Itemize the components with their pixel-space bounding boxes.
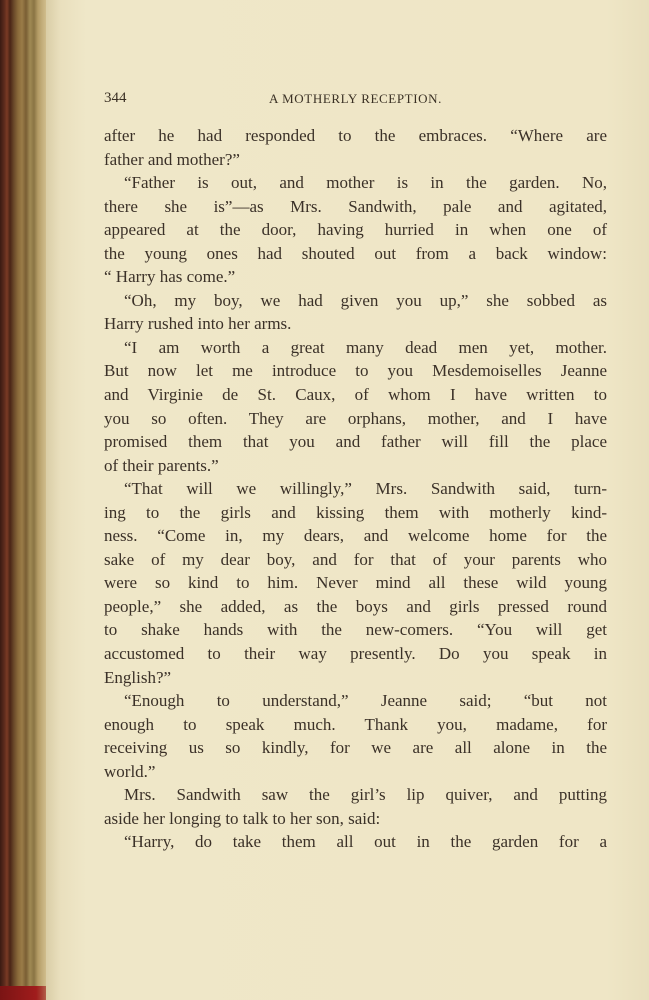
text-line: the young ones had shouted out from a back window: xyxy=(104,243,607,263)
running-head: A MOTHERLY RECEPTION. xyxy=(269,91,442,106)
text-line: world.” xyxy=(104,761,156,781)
page-header xyxy=(104,90,607,112)
text-line: appeared at the door, having hurried in when one of xyxy=(104,220,607,240)
text-line: you so often. They are orphans, mother, and I have xyxy=(104,408,607,428)
text-line: “I am worth a great many dead men yet, mother. xyxy=(124,337,607,357)
text-line: ing to the girls and kissing them with motherly kind- xyxy=(104,502,607,522)
text-line: “Father is out, and mother is in the garden. No, xyxy=(124,173,607,193)
page-number: 344 xyxy=(104,90,127,106)
text-line: were so kind to him. Never mind all these wild young xyxy=(104,573,607,593)
text-line: “Harry, do take them all out in the garden for a xyxy=(124,832,607,852)
text-line: But now let me introduce to you Mesdemoiselles Jeanne xyxy=(104,361,607,381)
text-line: aside her longing to talk to her son, said: xyxy=(104,808,381,828)
text-line: “Enough to understand,” Jeanne said; “but not xyxy=(124,691,607,711)
text-line: of their parents.” xyxy=(104,455,219,475)
book-spine-edge xyxy=(0,0,46,1000)
text-line: accustomed to their way presently. Do you speak in xyxy=(104,644,607,664)
text-line: ness. “Come in, my dears, and welcome home for the xyxy=(104,526,607,546)
text-line: people,” she added, as the boys and girls pressed round xyxy=(104,596,607,616)
text-line: “Oh, my boy, we had given you up,” she sobbed as xyxy=(124,290,607,310)
text-line: there she is”—as Mrs. Sandwith, pale and agitated, xyxy=(104,196,607,216)
text-line: “ Harry has come.” xyxy=(104,267,236,287)
body-text xyxy=(104,124,607,854)
text-line: sake of my dear boy, and for that of your parents who xyxy=(104,549,607,569)
text-line: Mrs. Sandwith saw the girl’s lip quiver, and putting xyxy=(124,785,607,805)
text-line: English?” xyxy=(104,667,172,687)
text-line: father and mother?” xyxy=(104,149,240,169)
text-line: “That will we willingly,” Mrs. Sandwith said, turn- xyxy=(124,479,607,499)
text-line: receiving us so kindly, for we are all alone in the xyxy=(104,738,607,758)
text-line: to shake hands with the new-comers. “You will get xyxy=(104,620,607,640)
text-line: promised them that you and father will fill the place xyxy=(104,432,607,452)
text-line: Harry rushed into her arms. xyxy=(104,314,292,334)
text-line: and Virginie de St. Caux, of whom I have written to xyxy=(104,385,607,405)
text-line: enough to speak much. Thank you, madame, for xyxy=(104,714,607,734)
text-line: after he had responded to the embraces. “Where are xyxy=(104,126,607,145)
